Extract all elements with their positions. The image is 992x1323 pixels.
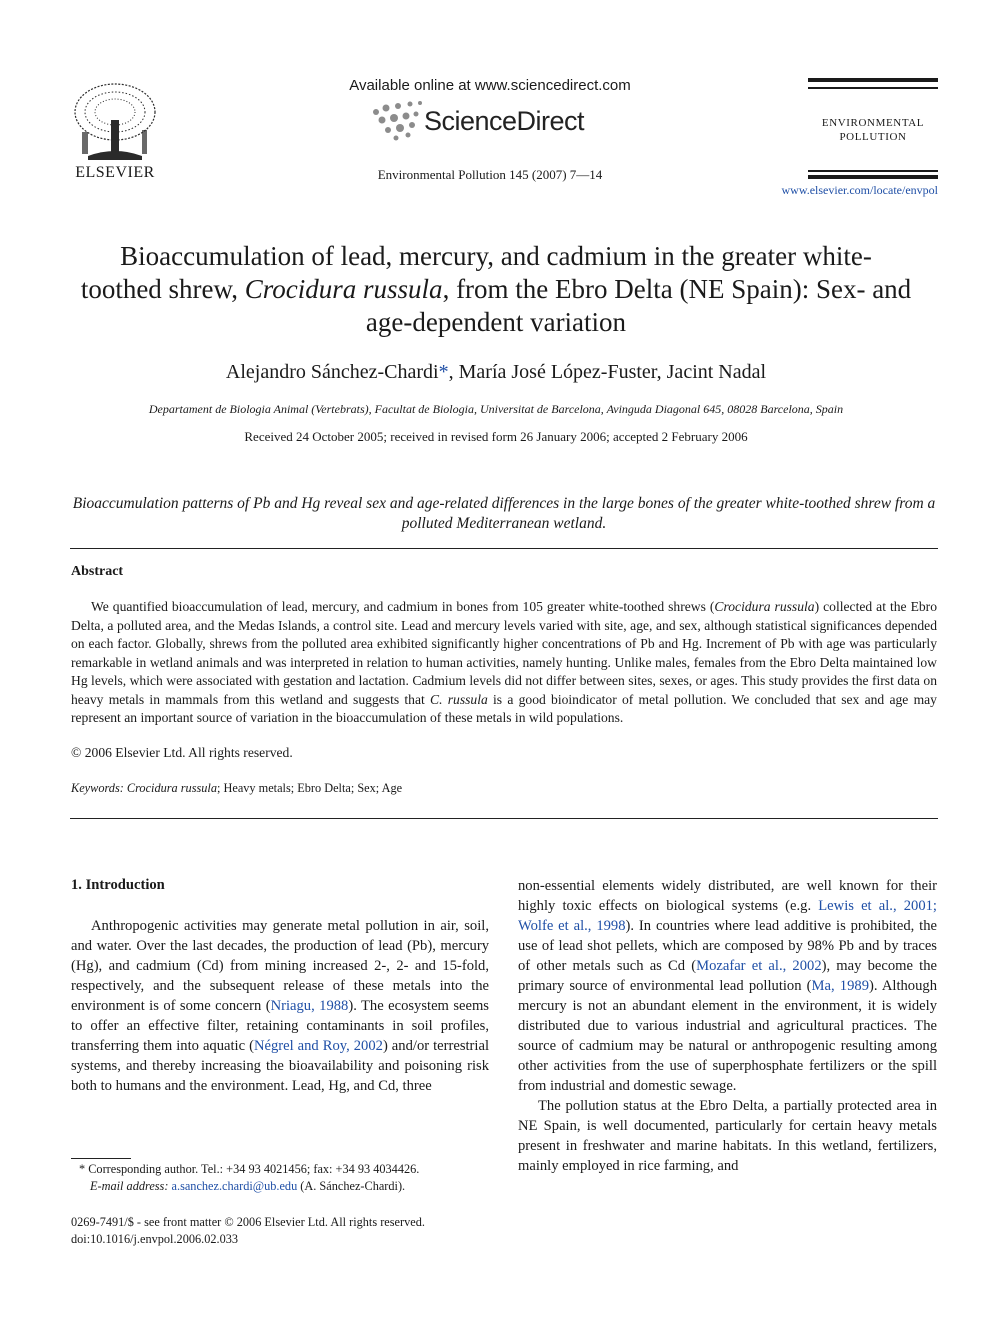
author-affiliation: Departament de Biologia Animal (Vertebrats), Facultat de Biologia, Universitat de Barcelona, Avinguda Diagonal 645, 08028 Barcelona, Spain bbox=[148, 402, 844, 416]
reference-link[interactable]: Négrel and Roy, 2002 bbox=[253, 1038, 383, 1054]
journal-masthead bbox=[808, 78, 938, 180]
reference-link[interactable]: Mozafar et al., 2002 bbox=[696, 958, 822, 974]
body-column-right: non-essential elements widely distributed, are well known for their highly toxic effects on biological systems (e.g. Lewis et al., 2001; Wolfe et al., 1998). In countries where lead additive is prohibited, the use of lead shot pellets, which are composed by 98% Pb and by traces of other metals such as Cd (Mozafar et al., 2002), may become the primary source of environmental lead pollution (Ma, 1989). Although mercury is not an abundant element in the environment, it is widely distributed due to various industrial and agricultural practices. The source of cadmium may be natural or anthropogenic resulting among other activities from the use of superphosphate fertilizers or the spill from industrial and domestic sewage. The pollution status at the Ebro Delta, a partially protected area in NE Spain, is well documented, particularly for certain heavy metals present in freshwater and marine habitats. In this wetland, fertilizers, mainly employed in rice farming, and bbox=[518, 878, 937, 1174]
reference-link[interactable]: Ma, 1989 bbox=[811, 978, 869, 994]
journal-url-link[interactable]: www.elsevier.com/locate/envpol bbox=[781, 183, 938, 197]
keywords: Keywords: Crocidura russula; Heavy metals; Ebro Delta; Sex; Age bbox=[71, 781, 403, 795]
corresponding-author-mark[interactable]: * bbox=[438, 361, 449, 383]
abstract-body: We quantified bioaccumulation of lead, mercury, and cadmium in bones from 105 greater white-toothed shrews (Crocidura russula) collected at the Ebro Delta, a polluted area, and the Medas Islands, a control site. Lead and mercury levels varied with site, age, and sex, although statistical significances depended on each factor. Globally, shrews from the polluted area exhibited significantly higher concentrations of Pb and Hg. Increment of Pb with age was particularly remarkable in wetland animals and was interpreted in relation to human activities, namely hunting. Unlike males, females from the Ebro Delta maintained low Hg levels, which were associated with gestation and lactation. Cadmium levels did not differ between sites, sexes, or ages. This study provides the first data on heavy metals in mammals from this wetland and suggests that C. russula is a good bioindicator of metal pollution. We concluded that sex and age may represent an important source of variation in the bioaccumulation of these metals in wild populations. bbox=[71, 599, 938, 725]
author-list bbox=[80, 361, 912, 384]
abstract-heading: Abstract bbox=[71, 564, 124, 579]
available-online-notice: Available online at www.sciencedirect.com bbox=[349, 77, 631, 94]
doi-line: doi:10.1016/j.envpol.2006.02.033 bbox=[71, 1232, 239, 1246]
body-column-left: Anthropogenic activities may generate metal pollution in air, soil, and water. Over the last decades, the production of lead (Pb), mercury (Hg), and cadmium (Cd) from mining increased 2-, 2- and 15-fold, respectively, and the subsequent release of these metals into the environment is of some concern (Nriagu, 1988). The ecosystem seems to offer an effective filter, retaining contaminants in soil profiles, transferring them into aquatic (Négrel and Roy, 2002) and/or terrestrial systems, and thereby increasing the bioavailability and poisoning risk both to humans and the environment. Lead, Hg, and Cd, three bbox=[71, 918, 490, 1094]
sciencedirect-wordmark: ScienceDirect bbox=[424, 106, 585, 136]
author-name[interactable]: Alejandro Sánchez-Chardi bbox=[225, 361, 439, 383]
front-matter-info bbox=[71, 1214, 491, 1248]
journal-title: ENVIRONMENTAL POLLUTION bbox=[821, 117, 925, 143]
divider bbox=[70, 548, 938, 549]
abstract-copyright: © 2006 Elsevier Ltd. All rights reserved. bbox=[71, 745, 293, 760]
issn-line: 0269-7491/$ - see front matter © 2006 Elsevier Ltd. All rights reserved. bbox=[71, 1215, 425, 1229]
journal-citation: Environmental Pollution 145 (2007) 7—14 bbox=[377, 167, 603, 182]
article-history: Received 24 October 2005; received in revised form 26 January 2006; accepted 2 February 2006 bbox=[244, 429, 748, 444]
co-authors: , María José López-Fuster, Jacint Nadal bbox=[448, 361, 767, 383]
email-link[interactable]: a.sanchez.chardi@ub.edu bbox=[171, 1179, 298, 1193]
footnote-rule bbox=[71, 1158, 131, 1159]
divider bbox=[70, 818, 938, 819]
corresponding-author-footnote: * Corresponding author. Tel.: +34 93 4021456; fax: +34 93 4034426. E-mail address: a.sanchez.chardi@ub.edu (A. Sánchez-Chardi). bbox=[79, 1162, 420, 1193]
reference-link[interactable]: Lewis et al., 2001; Wolfe et al., 1998 bbox=[518, 898, 937, 934]
article-highlight: Bioaccumulation patterns of Pb and Hg reveal sex and age-related differences in the large bones of the greater white-toothed shrew from a polluted Mediterranean wetland. bbox=[72, 495, 936, 532]
reference-link[interactable]: Nriagu, 1988 bbox=[270, 998, 349, 1014]
publisher-name: ELSEVIER bbox=[75, 164, 155, 181]
article-title: Bioaccumulation of lead, mercury, and cadmium in the greater white-toothed shrew, Crocidura russula, from the Ebro Delta (NE Spain): Sex- and age-dependent variation bbox=[80, 241, 912, 337]
section-heading: 1. Introduction bbox=[71, 877, 165, 893]
